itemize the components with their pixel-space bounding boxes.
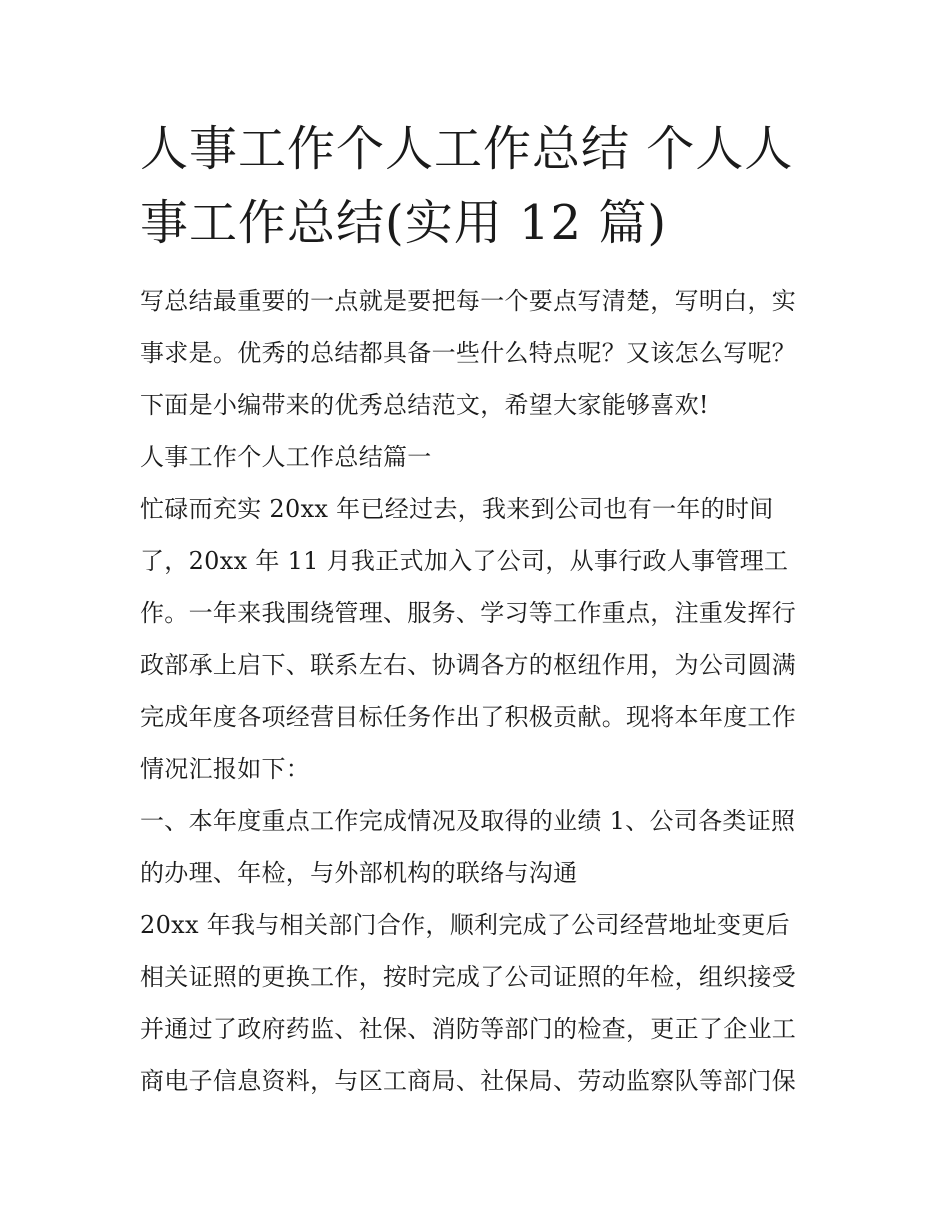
body-line: 情况汇报如下： xyxy=(140,755,311,783)
body-line: 写总结最重要的一点就是要把每一个要点写清楚，写明白，实 xyxy=(140,287,797,315)
body-line: 了，20xx 年 11 月我正式加入了公司，从事行政人事管理工 xyxy=(140,547,789,575)
body-line: 的办理、年检，与外部机构的联络与沟通 xyxy=(140,859,578,887)
document-title xyxy=(140,112,820,260)
document-body xyxy=(140,282,815,1114)
title-line-1: 人事工作个人工作总结 个人人 xyxy=(140,121,794,177)
body-line: 下面是小编带来的优秀总结范文，希望大家能够喜欢! xyxy=(140,391,709,419)
title-line-2: 事工作总结(实用 12 篇) xyxy=(140,195,668,251)
body-line: 作。一年来我围绕管理、服务、学习等工作重点，注重发挥行 xyxy=(140,599,797,627)
body-line: 忙碌而充实 20xx 年已经过去，我来到公司也有一年的时间 xyxy=(140,495,774,523)
body-line: 一、本年度重点工作完成情况及取得的业绩 1、公司各类证照 xyxy=(140,807,796,835)
body-line: 相关证照的更换工作，按时完成了公司证照的年检，组织接受 xyxy=(140,963,797,991)
body-line: 完成年度各项经营目标任务作出了积极贡献。现将本年度工作 xyxy=(140,703,797,731)
body-line: 20xx 年我与相关部门合作，顺利完成了公司经营地址变更后 xyxy=(140,911,790,939)
body-line: 商电子信息资料，与区工商局、社保局、劳动监察队等部门保 xyxy=(140,1067,797,1095)
section-heading: 人事工作个人工作总结篇一 xyxy=(140,443,432,471)
body-line: 并通过了政府药监、社保、消防等部门的检查，更正了企业工 xyxy=(140,1015,797,1043)
body-line: 事求是。优秀的总结都具备一些什么特点呢？又该怎么写呢？ xyxy=(140,339,797,367)
body-line: 政部承上启下、联系左右、协调各方的枢纽作用，为公司圆满 xyxy=(140,651,797,679)
